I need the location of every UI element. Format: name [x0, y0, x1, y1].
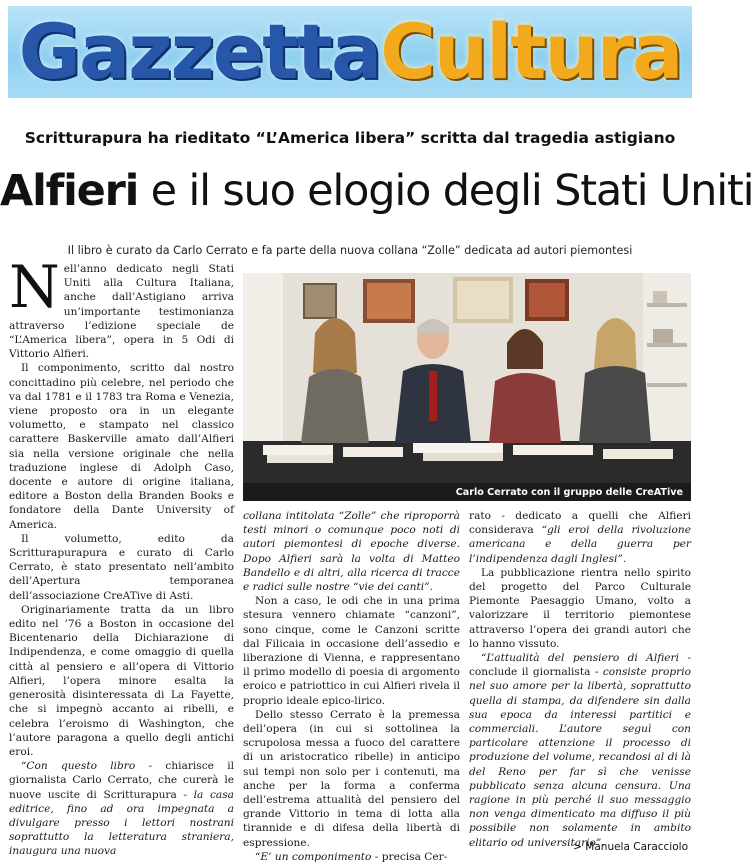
masthead-title-part1: Gazzetta — [18, 7, 381, 96]
paragraph-6: collana intitolata “Zolle” che riproporrà testi minori o comunque poco noti di autori piemontesi di epoche diverse. Dopo Alfieri sarà la volta di Matteo Bandello e di altri, alla ricerca di tracce e radici sulle nostre “vie dei canti”. — [243, 510, 460, 594]
article-headline — [0, 164, 753, 218]
paragraph-9 — [243, 850, 460, 864]
paragraph-3: Il volumetto, edito da Scritturapurapura e curato di Carlo Cerrato, è stato presentato nell’ambito dell’Apertura temporanea dell’associazione CreATive di Asti. — [9, 532, 234, 602]
article-subtitle: Il libro è curato da Carlo Cerrato e fa parte della nuova collana “Zolle” dedicata ad autori piemontesi — [67, 244, 633, 257]
headline-strong: Alfieri — [0, 166, 139, 216]
paragraph-2: Il componimento, scritto dal nostro concittadino più celebre, nel periodo che va dal 1781 e il 1783 tra Roma e Venezia, viene proposto ora in un elegante volumetto, e stampato nel classico carattere Baskerville amato dall’Alfieri sia nella versione originale che nella traduzione inglese di Adolph Caso, docente e autore di origine italiana, editore a Boston della Branden Books e fondatore della Dante University of America. — [9, 362, 234, 531]
paragraph-7: Non a caso, le odi che in una prima stesura vennero chiamate “canzoni”, sono cinque, come le Canzoni scritte dal Filicaia in occasione dell’assedio e liberazione di Vienna, e rappresentano il primo modello di poesia di argomento eroico e patriottico in cui Alfieri rivela il proprio ideale epico-lirico. — [243, 595, 460, 707]
author-signature: > Manuela Caracciolo — [573, 841, 688, 853]
quote-part: “Con questo libro — [21, 760, 136, 773]
attribution: - chiarisce il giornalista Carlo Cerrato, che curerà le nuove uscite di Scritturapura - — [9, 760, 234, 801]
attribution: - conclude il giornalista - — [469, 652, 691, 679]
paragraph-10-end: . — [622, 552, 627, 565]
quote-part: la casa editrice, fino ad ora impegnata a divulgare presso i lettori nostrani soprattutto la letteratura straniera, inaugura una nuova — [9, 788, 234, 858]
photo-illustration — [243, 273, 691, 501]
attribution: - precisa Cer- — [371, 850, 448, 863]
paragraph-4: Originariamente tratta da un libro edito nel ’76 a Boston in occasione del Bicentenario della Dichiarazione di Indipendenza, e come omaggio di quella città al pensiero e all’opera di Vittorio Alfieri, l’opera minore esalta la generosità disinteressata di La Fayette, che si impegnò accanto ai ribelli, e celebra l’eroismo di Washington, che l’autore paragona a quello degli antichi eroi. — [9, 603, 234, 758]
paragraph-12 — [469, 651, 691, 850]
article-kicker: Scritturapura ha rieditato “L’America libera” scritta dal tragediа astigiano — [24, 129, 676, 147]
quote-part: “L’attualità del pensiero di Alfieri — [481, 652, 680, 665]
paragraph-8: Dello stesso Cerrato è la premessa dell’opera (in cui si sottolinea la scrupolosa messa a fuoco del carattere di un aristocratico ribelle) in anticipo sui tempi non solo per i contenuti, ma anche per la forma a conferma dell’estrema attualità del pensiero del grande Vittorio in tema di lotta alla tirannide e di difesa della libertà di espressione. — [243, 708, 460, 849]
dropcap: N — [9, 253, 60, 321]
paragraph-1 — [9, 253, 234, 361]
masthead — [8, 6, 692, 98]
article-column-1 — [9, 253, 234, 858]
photo-caption: Carlo Cerrato con il gruppo delle CreATive — [455, 487, 683, 498]
headline-rest: e il suo elogio degli Stati Uniti — [138, 166, 753, 216]
paragraph-10-start: rato - dedicato a quelli che Alfieri considerava — [469, 510, 691, 537]
paragraph-11: La pubblicazione rientra nello spirito del progetto del Parco Culturale Piemonte Paesaggio Umano, volto a valorizzare il territorio piemontese attraverso l’opera dei grandi autori che lo hanno vissuto. — [469, 566, 691, 650]
paragraph-10 — [469, 509, 691, 566]
quote-part: consiste proprio nel suo amore per la libertà, soprattutto quella di stampa, da difendere sin dalla sua epoca da interessi partitici e commerciali. L’autore seguì con particolare attenzione il processo di produzione del volume, recandosi al di là del Reno per far sì che venisse pubblicato senza alcuna censura. Una ragione in più perché il suo messaggio non venga dimenticato ma diffuso il più possibile non solamente in ambito elitario od universitario”. — [469, 666, 691, 849]
paragraph-5 — [9, 759, 234, 858]
article-photo — [243, 273, 691, 501]
article-column-2 — [243, 509, 460, 863]
masthead-logo — [8, 7, 692, 96]
quote-part: “gli eroi della rivoluzione americana e della guerra per l’indipendenza dagli Inglesi” — [469, 524, 691, 565]
paragraph-1-text: ell’anno dedicato negli Stati Uniti alla Cultura Italiana, anche dall’Astigiano arriva un’importante testimonianza attraverso l’edizione speciale de “L’America libera”, opera in 5 Odi di Vittorio Alfieri. — [9, 263, 234, 361]
quote-part: “E’ un componimento — [255, 850, 372, 863]
masthead-title-part2: Cultura — [380, 7, 682, 96]
